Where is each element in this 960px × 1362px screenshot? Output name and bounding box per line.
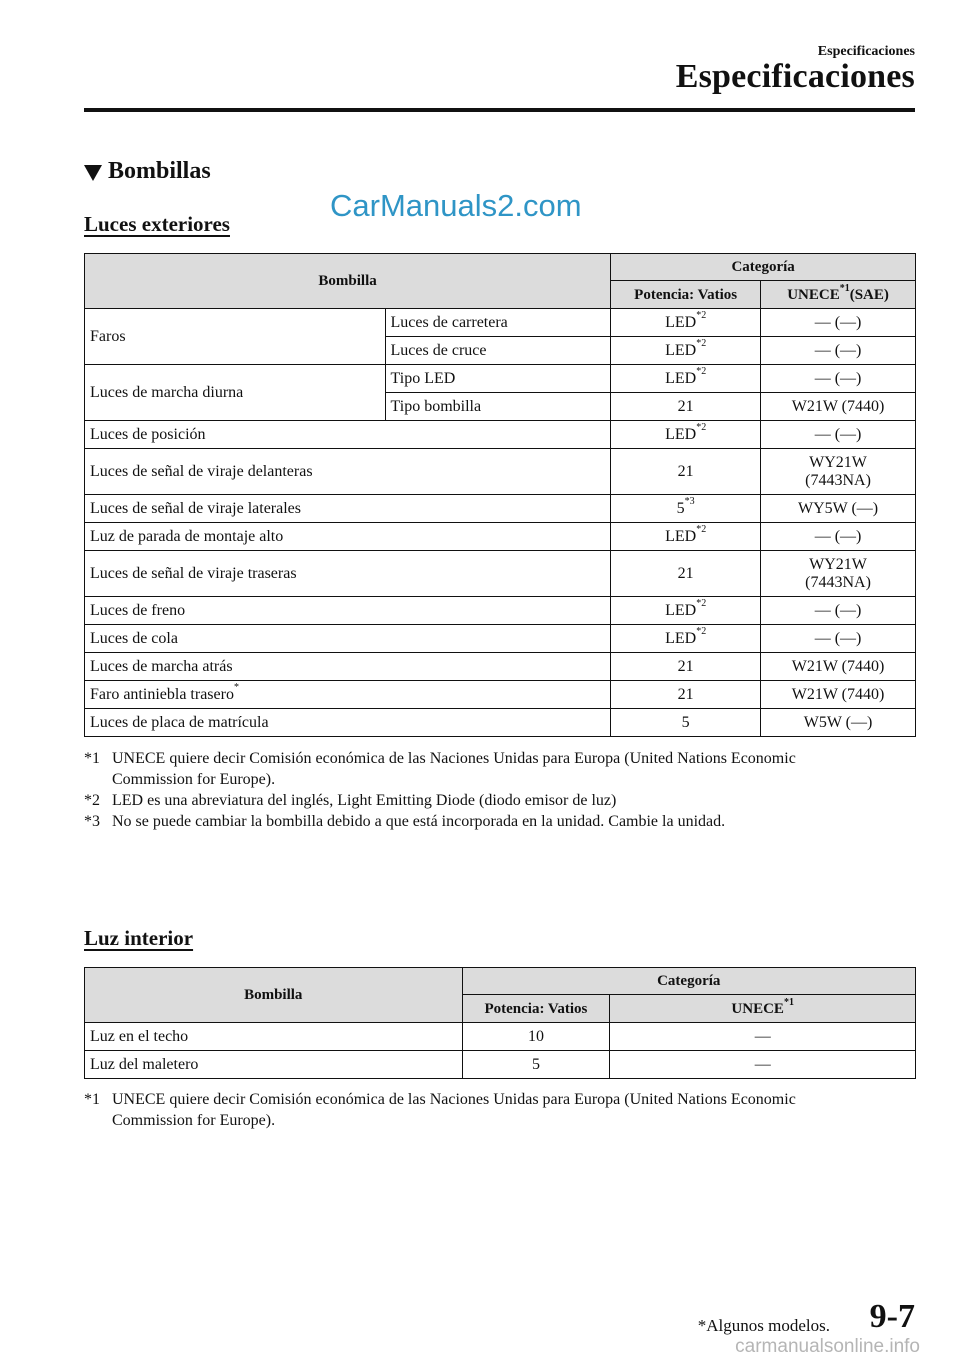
unece-cell: — (—) [761, 337, 916, 365]
exterior-footnotes [84, 748, 916, 832]
table-row [85, 365, 916, 393]
table-row [85, 597, 916, 625]
row-sublabel: Luces de cruce [385, 337, 611, 365]
header-rule [84, 108, 915, 112]
interior-footnotes [84, 1089, 916, 1131]
unece-cell: WY21W (7443NA) [761, 551, 916, 597]
watt-cell: LED$^{*2}$ [611, 421, 761, 449]
row-sublabel: Luces de carretera [385, 309, 611, 337]
unece-cell: — (—) [761, 421, 916, 449]
row-label: Luces de posición [85, 421, 611, 449]
section-title [84, 158, 211, 185]
header-bombilla: Bombilla [85, 968, 463, 1023]
row-label: Luces de señal de viraje laterales [85, 495, 611, 523]
table-row [85, 449, 916, 495]
header-unece: UNECE$^{*1}$ [610, 995, 916, 1023]
row-label: Luz del maletero [85, 1051, 463, 1079]
interior-light-title: Luz interior [84, 926, 194, 950]
header-categoria: Categoría [462, 968, 916, 995]
table-row [85, 625, 916, 653]
watermark-logo: CarManuals2.com [330, 188, 582, 223]
watt-cell: LED$^{*2}$ [611, 625, 761, 653]
unece-cell: — [610, 1051, 916, 1079]
row-sublabel: Tipo LED [385, 365, 611, 393]
header-unece: UNECE$^{*1}$(SAE) [761, 281, 916, 309]
watt-cell: 21 [611, 551, 761, 597]
table-row [85, 523, 916, 551]
header-categoria: Categoría [611, 254, 916, 281]
watt-cell: LED$^{*2}$ [611, 337, 761, 365]
unece-cell: W21W (7440) [761, 393, 916, 421]
table-row [85, 1051, 916, 1079]
watt-cell: 21 [611, 449, 761, 495]
row-label: Luces de señal de viraje delanteras [85, 449, 611, 495]
watt-cell: 10 [462, 1023, 610, 1051]
footnote: *2 LED es una abreviatura del inglés, Light Emitting Diode (diodo emisor de luz) [84, 792, 617, 809]
page-number: 9-7 [869, 1298, 915, 1335]
unece-cell: — (—) [761, 597, 916, 625]
row-label: Luces de marcha atrás [85, 653, 611, 681]
unece-cell: W5W (—) [761, 709, 916, 737]
table-row [85, 495, 916, 523]
watt-cell: 21 [611, 393, 761, 421]
unece-cell: WY5W (—) [761, 495, 916, 523]
row-label: Faros [85, 309, 386, 365]
interior-light-table [84, 967, 916, 1079]
footer-watermark: carmanualsonline.info [735, 1336, 920, 1357]
footnote: *3 No se puede cambiar la bombilla debido a que está incorporada en la unidad. Cambie la unidad. [84, 813, 726, 830]
watt-cell: 5 [462, 1051, 610, 1079]
watt-cell: LED$^{*2}$ [611, 365, 761, 393]
section-title-text: Bombillas [108, 158, 211, 184]
row-label: Luz de parada de montaje alto [85, 523, 611, 551]
unece-cell: W21W (7440) [761, 653, 916, 681]
running-header: Especificaciones [817, 44, 915, 59]
unece-cell: W21W (7440) [761, 681, 916, 709]
page-header-title: Especificaciones [675, 58, 915, 95]
watt-cell: LED$^{*2}$ [611, 309, 761, 337]
footnote: *1 UNECE quiere decir Comisión económica de las Naciones Unidas para Europa (United Nations Economic Commission for Europe). [84, 750, 796, 788]
watt-cell: LED$^{*2}$ [611, 523, 761, 551]
unece-cell: — (—) [761, 365, 916, 393]
table-row [85, 309, 916, 337]
row-label: Luces de placa de matrícula [85, 709, 611, 737]
row-label: Luces de señal de viraje traseras [85, 551, 611, 597]
header-bombilla: Bombilla [85, 254, 611, 309]
row-label: Luz en el techo [85, 1023, 463, 1051]
unece-cell: — (—) [761, 523, 916, 551]
watt-cell: 21 [611, 653, 761, 681]
watt-cell: LED$^{*2}$ [611, 597, 761, 625]
triangle-down-icon [84, 165, 102, 181]
exterior-lights-table [84, 253, 916, 737]
table-row [85, 551, 916, 597]
unece-cell: — [610, 1023, 916, 1051]
table-row [85, 681, 916, 709]
row-label: Luces de cola [85, 625, 611, 653]
footer-note: *Algunos modelos. [697, 1316, 830, 1335]
exterior-lights-title: Luces exteriores [84, 212, 230, 236]
unece-cell: — (—) [761, 625, 916, 653]
footnote: *1 UNECE quiere decir Comisión económica de las Naciones Unidas para Europa (United Nations Economic Commission for Europe). [84, 1091, 796, 1129]
table-row [85, 653, 916, 681]
row-label: Luces de marcha diurna [85, 365, 386, 421]
watt-cell: 5$^{*3}$ [611, 495, 761, 523]
table-row [85, 709, 916, 737]
header-potencia: Potencia: Vatios [462, 995, 610, 1023]
watt-cell: 21 [611, 681, 761, 709]
table-row [85, 1023, 916, 1051]
row-sublabel: Tipo bombilla [385, 393, 611, 421]
unece-cell: — (—) [761, 309, 916, 337]
row-label: Luces de freno [85, 597, 611, 625]
header-potencia: Potencia: Vatios [611, 281, 761, 309]
watt-cell: 5 [611, 709, 761, 737]
row-label: Faro antiniebla trasero* [85, 681, 611, 709]
table-row [85, 421, 916, 449]
unece-cell: WY21W (7443NA) [761, 449, 916, 495]
